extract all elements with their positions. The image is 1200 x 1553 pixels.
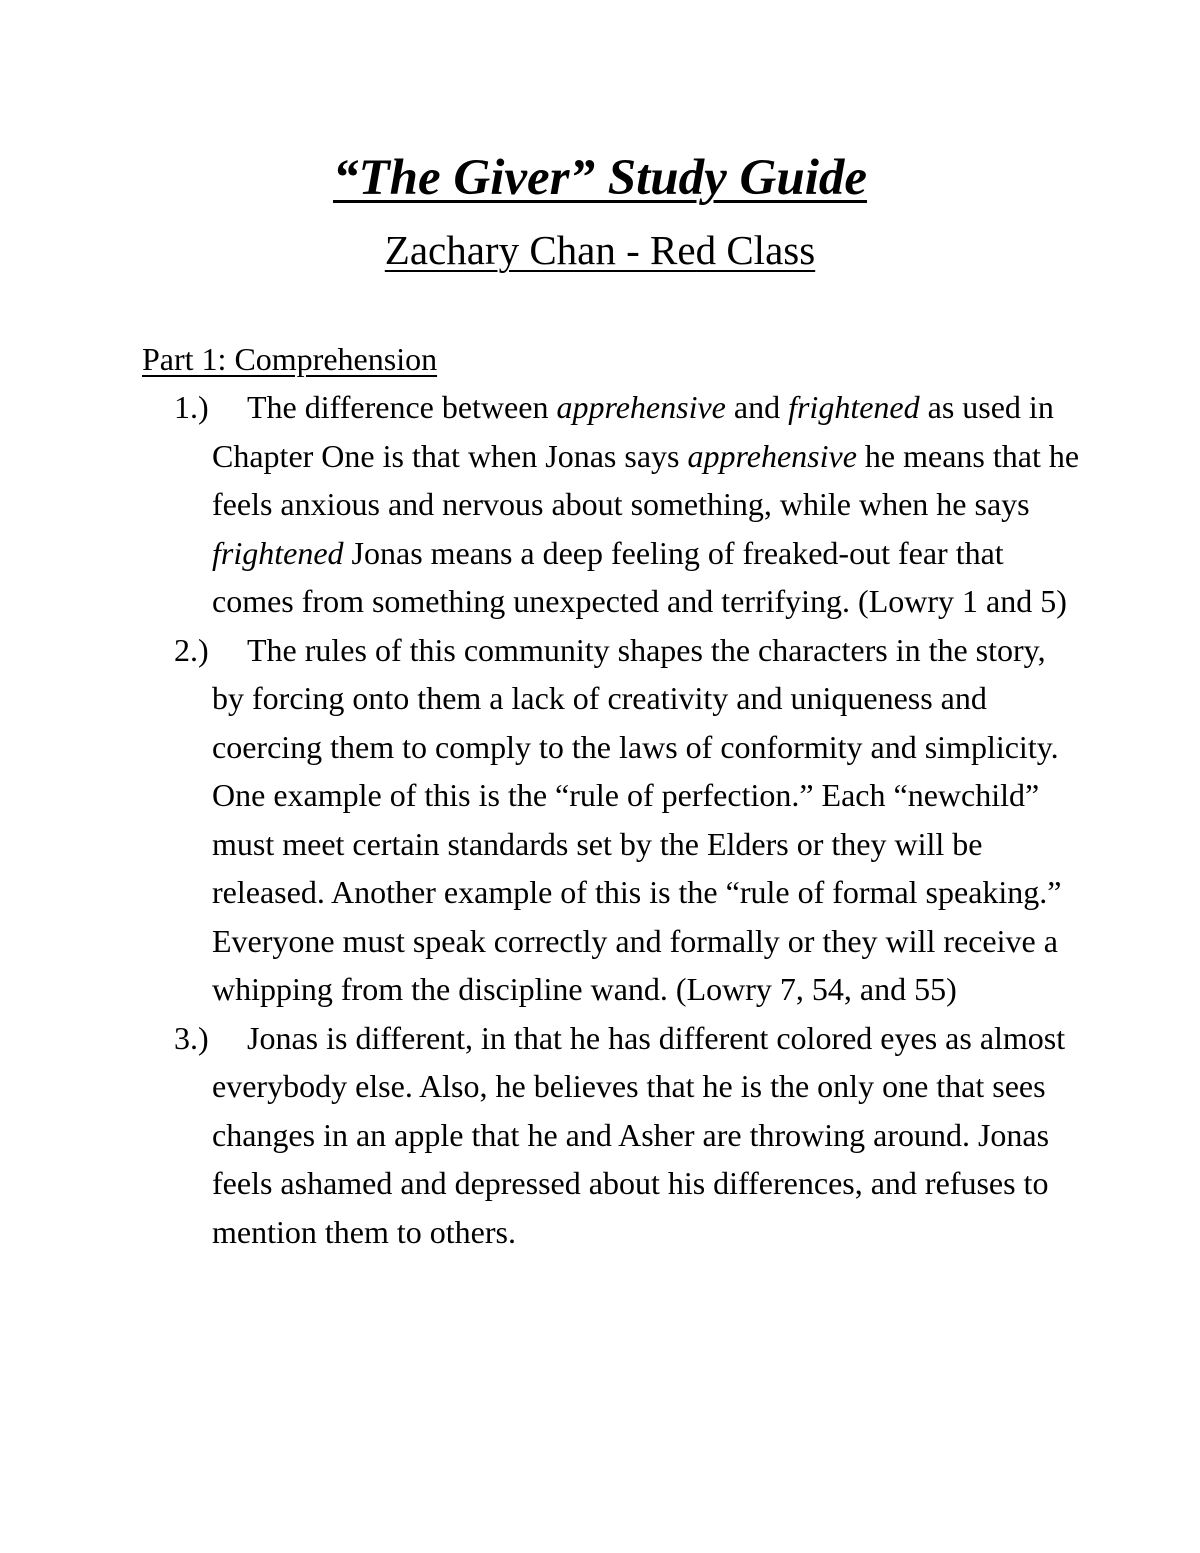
question-number: 3.) [174,1019,209,1056]
question-item-1 [0,383,1082,626]
answer-segment: Jonas means a deep feeling of freaked-out fear that comes from something unexpected and terrifying. (Lowry 1 and 5) [212,534,1067,619]
question-answer [212,1014,1082,1257]
question-answer [212,383,1082,626]
answer-segment: The difference between [247,389,557,425]
part-heading-text: Part 1: Comprehension [142,341,438,377]
question-item-2 [0,626,1082,1014]
answer-italic-term: frightened [212,534,344,571]
document-title-text: “The Giver” Study Guide [332,150,868,206]
answer-segment: Jonas is different, in that he has different colored eyes as almost everybody else. Also, he believes that he is the only one that sees changes in an apple that he and Asher are throwing around. Jonas feels ashamed and depressed about his differences, and refuses to mention them to others. [212,1019,1066,1250]
document-subtitle-text: Zachary Chan - Red Class [384,227,816,273]
document-title [0,146,1200,210]
answer-italic-term: apprehensive [687,437,857,474]
question-item-3 [0,1014,1082,1257]
answer-italic-term: apprehensive [556,389,726,425]
answer-segment: and [725,389,789,425]
answer-italic-term: frightened [788,389,920,425]
answer-segment: he means that he feels anxious and nervous about something, while when he says [212,437,1080,522]
part-heading [142,335,437,383]
question-answer [212,626,1082,1014]
document-subtitle [0,222,1200,278]
question-list [0,383,1200,1256]
answer-segment: The rules of this community shapes the characters in the story, by forcing onto them a lack of creativity and uniqueness and coercing them to comply to the laws of conformity and simplicity. One example of this is the “rule of perfection.” Each “newchild” must meet certain standards set by the Elders or they will be released. Another example of this is the “rule of formal speaking.” Everyone must speak correctly and formally or they will receive a whipping from the discipline wand. (Lowry 7, 54, and 55) [212,631,1062,1007]
question-number: 1.) [174,389,209,425]
answer-segment: as used in Chapter One is that when Jonas says [212,389,1054,474]
question-number: 2.) [174,631,209,668]
